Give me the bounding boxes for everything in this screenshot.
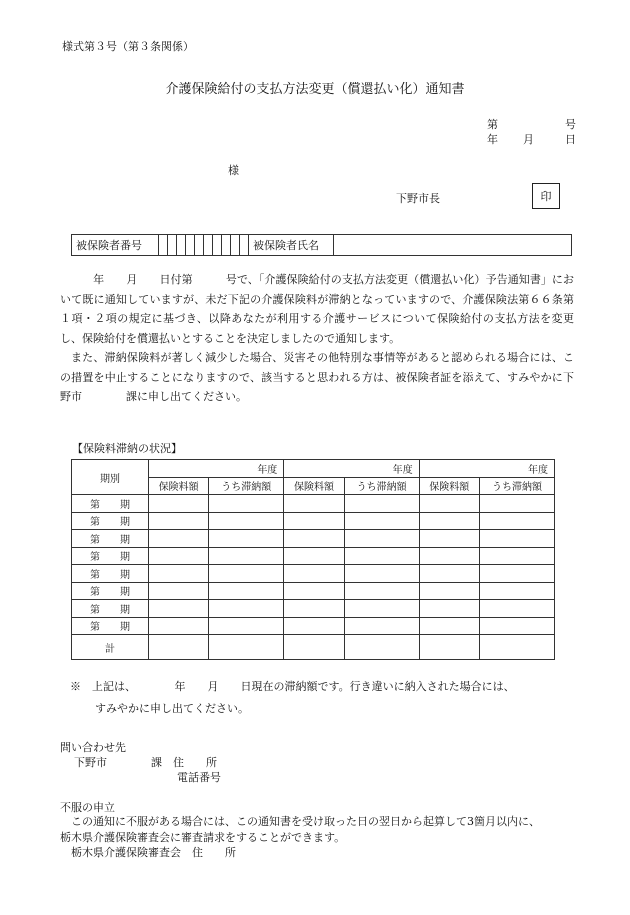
notice-body <box>60 270 574 407</box>
table-row <box>72 495 555 513</box>
date-year: 年 <box>487 133 498 146</box>
premium-header: 保険料額 <box>149 477 209 495</box>
period-cell: 第 期 <box>72 495 149 513</box>
insured-number-box <box>240 235 249 256</box>
period-cell: 第 期 <box>72 617 149 635</box>
addressee-suffix: 様 <box>228 164 239 177</box>
table-row <box>72 582 555 600</box>
table-row <box>72 530 555 548</box>
insured-number-box <box>186 235 195 256</box>
total-row <box>72 635 555 660</box>
insured-number-box <box>204 235 213 256</box>
year-header: 年度 <box>149 460 284 478</box>
seal-box <box>532 183 560 209</box>
arrears-note <box>70 676 580 720</box>
total-label: 計 <box>72 635 149 660</box>
document-number-block <box>487 117 576 147</box>
objection-line-2: 栃木県介護保険審査会に審査請求をすることができます。 <box>60 830 346 844</box>
form-number: 様式第３号（第３条関係） <box>62 40 194 53</box>
period-cell: 第 期 <box>72 547 149 565</box>
seal-label: 印 <box>540 190 552 203</box>
period-cell: 第 期 <box>72 512 149 530</box>
objection-line-1: この通知に不服がある場合には、この通知書を受け取った日の翌日から起算して3箇月以内に、 <box>60 815 540 828</box>
objection-heading: 不服の申立 <box>60 801 115 814</box>
insured-number-box <box>168 235 177 256</box>
contact-heading: 問い合わせ先 <box>60 741 126 754</box>
period-cell: 第 期 <box>72 582 149 600</box>
insured-info-table <box>71 234 572 256</box>
period-cell: 第 期 <box>72 565 149 583</box>
table-row <box>72 617 555 635</box>
contact-phone: 電話番号 <box>177 771 221 784</box>
year-header: 年度 <box>284 460 419 478</box>
period-cell: 第 期 <box>72 600 149 618</box>
insured-number-box <box>195 235 204 256</box>
insured-number-box <box>159 235 168 256</box>
insured-name-label: 被保険者氏名 <box>249 235 334 256</box>
insured-number-box <box>213 235 222 256</box>
table-row <box>72 512 555 530</box>
period-cell: 第 期 <box>72 530 149 548</box>
table-row <box>72 600 555 618</box>
document-title: 介護保険給付の支払方法変更（償還払い化）通知書 <box>165 82 465 97</box>
table-row <box>72 565 555 583</box>
premium-header: 保険料額 <box>284 477 344 495</box>
note-line-2: すみやかに申し出てください。 <box>95 702 249 715</box>
table-row <box>72 547 555 565</box>
arrears-section-label: 【保険料滞納の状況】 <box>72 442 182 455</box>
period-header: 期別 <box>72 460 149 495</box>
date-day: 日 <box>565 133 576 146</box>
insured-name-value <box>334 235 572 256</box>
contact-line-1: 下野市 課 住 所 <box>74 756 217 769</box>
arrears-header: うち滞納額 <box>344 477 419 495</box>
issuer-name: 下野市長 <box>396 192 440 205</box>
insured-number-box <box>231 235 240 256</box>
date-month: 月 <box>523 133 534 146</box>
objection-line-3: 栃木県介護保険審査会 住 所 <box>60 846 236 859</box>
objection-body <box>60 814 580 861</box>
year-header: 年度 <box>419 460 554 478</box>
insured-number-box <box>222 235 231 256</box>
arrears-header: うち滞納額 <box>209 477 284 495</box>
note-line-1: ※ 上記は、 年 月 日現在の滞納額です。行き違いに納入された場合には、 <box>70 680 515 693</box>
notice-paragraph-1: 年 月 日付第 号で、「介護保険給付の支払方法変更（償還払い化）予告通知書」において既に通知していますが、未だ下記の介護保険料が滞納となっていますので、介護保険法第６６条第１項・２項の規定に基づき、以降あなたが利用する介護サービスについて保険給付の支払方法を変更し、保険給付を償還払いとすることを決定しましたので通知します。 <box>60 273 574 345</box>
arrears-table <box>71 459 555 660</box>
insured-number-box <box>177 235 186 256</box>
doc-number-go: 号 <box>565 118 576 131</box>
premium-header: 保険料額 <box>419 477 479 495</box>
insured-number-label: 被保険者番号 <box>72 235 159 256</box>
arrears-header: うち滞納額 <box>479 477 554 495</box>
notice-paragraph-2: また、滞納保険料が著しく減少した場合、災害その他特別な事情等があると認められる場合には、この措置を中止することになりますので、該当すると思われる方は、被保険者証を添えて、すみやかに下野市 課に申し出てください。 <box>60 351 574 403</box>
doc-number-dai: 第 <box>487 118 498 131</box>
